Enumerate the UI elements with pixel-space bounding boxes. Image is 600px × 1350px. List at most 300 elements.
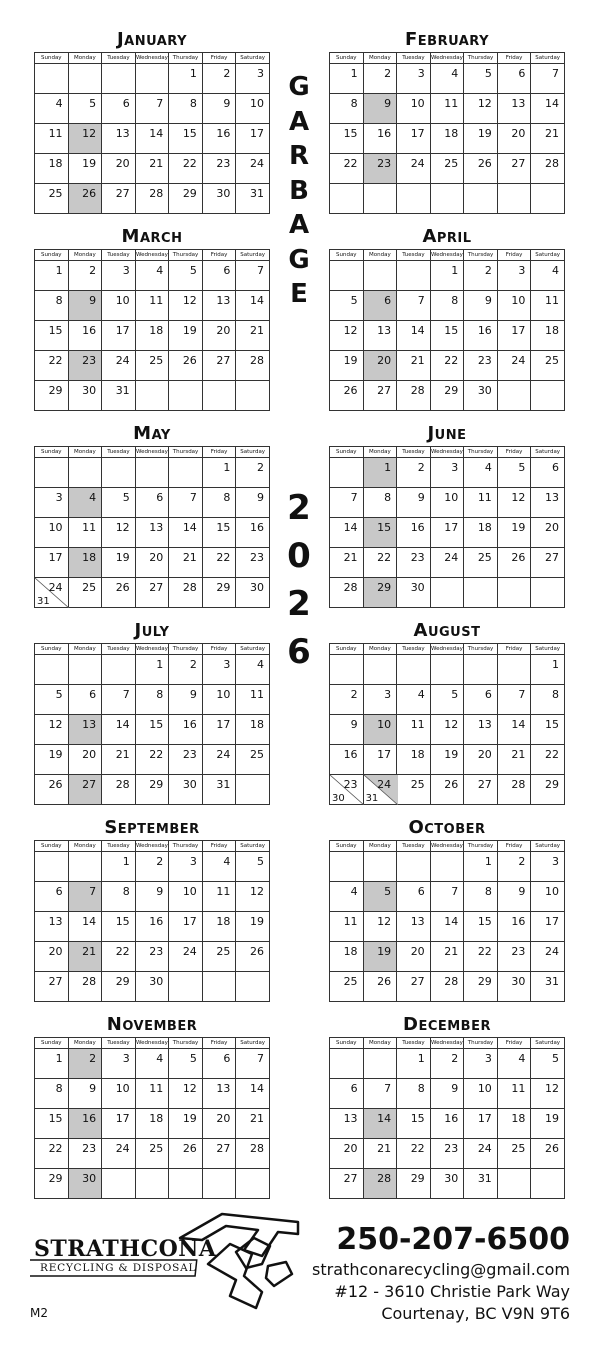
day-cell <box>236 124 270 154</box>
day-cell <box>330 291 364 321</box>
day-cell <box>497 775 531 805</box>
day-number: 14 <box>511 718 526 731</box>
day-number: 2 <box>417 461 425 474</box>
day-cell <box>464 685 498 715</box>
day-number: 29 <box>477 975 492 988</box>
day-cell <box>497 261 531 291</box>
day-number: 17 <box>410 127 425 140</box>
day-cell <box>35 1139 69 1169</box>
day-number: 21 <box>410 354 425 367</box>
day-cell <box>169 458 203 488</box>
day-cell <box>464 124 498 154</box>
day-number: 5 <box>257 855 264 868</box>
weekday-header: Wednesday <box>135 644 169 655</box>
day-cell <box>464 261 498 291</box>
day-number: 2 <box>189 658 197 671</box>
day-cell <box>68 94 102 124</box>
day-number: 20 <box>545 521 559 534</box>
day-cell <box>35 184 69 214</box>
day-cell <box>68 488 102 518</box>
day-cell <box>202 942 236 972</box>
day-cell <box>236 261 270 291</box>
week-row <box>330 882 565 912</box>
day-number: 21 <box>182 551 197 564</box>
day-cell <box>430 578 464 608</box>
day-cell <box>464 1169 498 1199</box>
day-cell <box>202 184 236 214</box>
day-cell <box>497 942 531 972</box>
day-cell <box>68 64 102 94</box>
day-cell <box>330 321 364 351</box>
day-cell <box>35 578 69 608</box>
day-cell <box>330 381 364 411</box>
day-cell <box>202 655 236 685</box>
day-cell <box>531 1079 565 1109</box>
day-cell <box>397 655 431 685</box>
day-cell <box>531 715 565 745</box>
day-number: 11 <box>545 294 559 307</box>
day-number: 23 <box>82 1142 97 1155</box>
day-number: 28 <box>377 1172 392 1185</box>
day-number: 27 <box>377 384 392 397</box>
day-number: 8 <box>55 1082 63 1095</box>
day-number: 18 <box>149 1112 164 1125</box>
day-cell <box>531 154 565 184</box>
day-number: 28 <box>250 354 264 367</box>
day-number: 4 <box>89 491 97 504</box>
day-cell <box>430 351 464 381</box>
day-cell <box>397 291 431 321</box>
day-cell <box>236 94 270 124</box>
day-cell <box>135 852 169 882</box>
day-cell <box>35 655 69 685</box>
day-cell <box>330 64 364 94</box>
day-cell <box>531 775 565 805</box>
day-cell <box>531 351 565 381</box>
day-number: 15 <box>149 718 164 731</box>
weekday-header: Tuesday <box>102 644 136 655</box>
day-cell <box>430 261 464 291</box>
day-number: 10 <box>216 688 231 701</box>
day-cell <box>497 852 531 882</box>
day-cell <box>135 458 169 488</box>
day-number: 3 <box>55 491 63 504</box>
day-number: 5 <box>189 264 197 277</box>
day-cell <box>102 548 136 578</box>
weekday-header: Sunday <box>35 1038 69 1049</box>
day-cell <box>464 715 498 745</box>
day-number: 16 <box>477 324 492 337</box>
week-row <box>35 321 270 351</box>
day-cell <box>68 1079 102 1109</box>
day-cell <box>397 1079 431 1109</box>
day-number: 11 <box>444 97 459 110</box>
day-cell <box>68 1169 102 1199</box>
weekday-header: Monday <box>363 1038 397 1049</box>
day-number: 28 <box>182 581 197 594</box>
day-number: 24 <box>545 945 559 958</box>
day-cell <box>497 381 531 411</box>
day-number: 18 <box>343 945 358 958</box>
day-number: 10 <box>477 1082 492 1095</box>
day-number: 8 <box>156 688 164 701</box>
day-cell <box>135 1169 169 1199</box>
day-cell <box>68 351 102 381</box>
day-number: 18 <box>149 324 164 337</box>
day-cell <box>330 715 364 745</box>
month-table <box>34 446 270 608</box>
day-cell <box>330 458 364 488</box>
day-number: 5 <box>518 461 526 474</box>
day-cell <box>464 942 498 972</box>
day-number: 24 <box>250 157 264 170</box>
day-cell <box>236 655 270 685</box>
day-cell <box>68 261 102 291</box>
day-number: 9 <box>417 491 425 504</box>
day-cell <box>202 1079 236 1109</box>
day-cell <box>464 184 498 214</box>
day-cell <box>397 154 431 184</box>
day-cell <box>464 1139 498 1169</box>
day-cell <box>68 578 102 608</box>
day-cell <box>102 1169 136 1199</box>
day-number: 4 <box>55 97 63 110</box>
day-cell <box>202 578 236 608</box>
day-cell <box>397 184 431 214</box>
month-title: July <box>134 620 170 641</box>
day-cell <box>430 1079 464 1109</box>
day-number: 24 <box>377 778 392 791</box>
weekday-header: Monday <box>68 1038 102 1049</box>
weekday-header: Wednesday <box>135 53 169 64</box>
day-cell <box>330 852 364 882</box>
weekday-header: Monday <box>68 841 102 852</box>
day-cell <box>135 184 169 214</box>
day-number: 22 <box>149 748 164 761</box>
day-number: 13 <box>82 718 97 731</box>
day-number: 27 <box>115 187 130 200</box>
weekday-header: Saturday <box>236 250 270 261</box>
day-cell <box>330 972 364 1002</box>
day-cell <box>363 1079 397 1109</box>
weekday-header: Friday <box>202 644 236 655</box>
day-number: 7 <box>384 1082 392 1095</box>
day-cell <box>68 518 102 548</box>
week-row <box>35 1049 270 1079</box>
month-table <box>34 52 270 214</box>
day-cell <box>102 852 136 882</box>
day-cell <box>236 321 270 351</box>
day-cell <box>363 94 397 124</box>
weekday-header: Saturday <box>531 53 565 64</box>
day-cell <box>102 351 136 381</box>
day-number: 21 <box>545 127 559 140</box>
day-cell <box>135 745 169 775</box>
day-cell <box>236 1169 270 1199</box>
day-cell <box>497 154 531 184</box>
day-number: 30 <box>216 187 231 200</box>
day-number: 2 <box>384 67 392 80</box>
day-cell <box>430 882 464 912</box>
day-cell <box>497 1109 531 1139</box>
day-number: 18 <box>216 915 231 928</box>
day-cell <box>135 291 169 321</box>
day-number: 1 <box>122 855 130 868</box>
day-number: 13 <box>48 915 63 928</box>
day-number: 9 <box>89 1082 97 1095</box>
day-cell <box>169 655 203 685</box>
day-cell <box>363 685 397 715</box>
day-number: 9 <box>156 885 164 898</box>
day-number: 20 <box>216 324 231 337</box>
day-number: 22 <box>48 1142 63 1155</box>
day-number: 7 <box>189 491 197 504</box>
day-number: 22 <box>182 157 197 170</box>
day-cell <box>236 715 270 745</box>
day-cell <box>397 458 431 488</box>
day-number: 24 <box>511 354 526 367</box>
day-number: 5 <box>384 885 392 898</box>
day-number: 30 <box>410 581 425 594</box>
day-number: 31 <box>115 384 130 397</box>
year-digit: 2 <box>287 584 311 624</box>
day-cell <box>531 972 565 1002</box>
day-number: 14 <box>182 521 197 534</box>
day-cell <box>135 912 169 942</box>
weekday-header: Monday <box>363 644 397 655</box>
day-number: 17 <box>216 718 231 731</box>
day-number: 14 <box>545 97 559 110</box>
day-cell <box>497 685 531 715</box>
day-cell <box>330 94 364 124</box>
month-title: August <box>413 620 481 641</box>
day-number: 15 <box>477 915 492 928</box>
day-cell <box>236 291 270 321</box>
week-row <box>35 942 270 972</box>
day-cell <box>464 1049 498 1079</box>
day-cell <box>35 548 69 578</box>
day-number: 17 <box>444 521 459 534</box>
day-cell <box>35 94 69 124</box>
year-digit: 6 <box>287 632 311 672</box>
day-cell <box>397 942 431 972</box>
day-cell <box>363 548 397 578</box>
day-number: 30 <box>82 1172 97 1185</box>
day-cell <box>430 518 464 548</box>
day-cell <box>135 685 169 715</box>
day-number: 10 <box>444 491 459 504</box>
day-number: 4 <box>257 658 264 671</box>
day-cell <box>169 321 203 351</box>
day-number: 11 <box>511 1082 526 1095</box>
day-number: 13 <box>377 324 392 337</box>
day-cell <box>68 715 102 745</box>
weekday-header: Wednesday <box>430 250 464 261</box>
day-cell <box>135 94 169 124</box>
day-number: 4 <box>223 855 231 868</box>
day-number: 5 <box>55 688 63 701</box>
day-number: 16 <box>377 127 392 140</box>
day-cell <box>330 351 364 381</box>
weekday-header: Thursday <box>464 447 498 458</box>
day-cell <box>497 64 531 94</box>
day-number: 21 <box>511 748 526 761</box>
day-number: 25 <box>410 778 425 791</box>
day-number: 26 <box>250 945 264 958</box>
day-cell <box>236 912 270 942</box>
day-cell <box>35 942 69 972</box>
day-number: 24 <box>477 1142 492 1155</box>
day-number: 17 <box>115 324 130 337</box>
day-cell <box>68 942 102 972</box>
day-cell <box>330 578 364 608</box>
day-number: 23 <box>377 157 392 170</box>
weekday-header: Monday <box>363 53 397 64</box>
title-letter: A <box>288 106 310 137</box>
day-number: 25 <box>82 581 97 594</box>
day-number: 20 <box>410 945 425 958</box>
day-number: 16 <box>82 1112 97 1125</box>
day-cell <box>397 745 431 775</box>
week-row <box>35 261 270 291</box>
day-number: 29 <box>545 778 559 791</box>
day-cell <box>102 1049 136 1079</box>
weekday-header: Tuesday <box>102 250 136 261</box>
day-cell <box>531 548 565 578</box>
day-number: 29 <box>216 581 231 594</box>
day-number: 8 <box>122 885 130 898</box>
month-table <box>329 52 565 214</box>
day-number: 5 <box>350 294 358 307</box>
day-number: 5 <box>89 97 97 110</box>
day-cell <box>102 685 136 715</box>
day-number: 8 <box>484 885 492 898</box>
day-cell <box>236 64 270 94</box>
day-number: 20 <box>82 748 97 761</box>
day-number: 23 <box>410 551 425 564</box>
month-table <box>329 1037 565 1199</box>
day-number: 15 <box>48 324 63 337</box>
day-cell <box>531 1049 565 1079</box>
weekday-header: Monday <box>68 644 102 655</box>
weekday-header: Tuesday <box>102 1038 136 1049</box>
weekday-header: Wednesday <box>430 841 464 852</box>
day-cell <box>202 882 236 912</box>
day-cell <box>35 381 69 411</box>
day-cell <box>397 578 431 608</box>
day-cell <box>464 64 498 94</box>
day-number: 17 <box>477 1112 492 1125</box>
day-cell <box>464 154 498 184</box>
day-cell <box>363 745 397 775</box>
day-cell <box>363 291 397 321</box>
day-number: 19 <box>511 521 526 534</box>
day-number: 18 <box>250 718 264 731</box>
day-number: 25 <box>149 354 164 367</box>
day-number: 14 <box>115 718 130 731</box>
title-letter: R <box>288 141 310 171</box>
year-vertical-title <box>284 484 314 676</box>
weekday-header: Thursday <box>169 841 203 852</box>
day-number: 30 <box>149 975 164 988</box>
day-number: 12 <box>115 521 130 534</box>
weekday-header: Sunday <box>330 1038 364 1049</box>
day-cell <box>363 124 397 154</box>
day-cell <box>169 685 203 715</box>
day-cell <box>330 154 364 184</box>
day-cell <box>531 94 565 124</box>
day-cell <box>363 1139 397 1169</box>
day-cell <box>363 715 397 745</box>
week-row <box>35 972 270 1002</box>
day-cell <box>236 578 270 608</box>
day-number: 25 <box>444 157 459 170</box>
day-cell <box>102 1139 136 1169</box>
day-number: 17 <box>545 915 559 928</box>
day-cell <box>35 261 69 291</box>
day-cell <box>330 685 364 715</box>
week-row <box>35 775 270 805</box>
month-table <box>329 249 565 411</box>
day-cell <box>169 882 203 912</box>
day-number: 17 <box>182 915 197 928</box>
day-number: 16 <box>149 915 164 928</box>
day-cell <box>363 458 397 488</box>
week-row <box>330 745 565 775</box>
day-number: 4 <box>156 1052 164 1065</box>
day-cell <box>169 1139 203 1169</box>
weekday-header: Sunday <box>330 644 364 655</box>
day-cell <box>35 64 69 94</box>
day-cell <box>464 775 498 805</box>
day-cell <box>35 1049 69 1079</box>
day-cell <box>363 154 397 184</box>
day-cell <box>102 124 136 154</box>
day-cell <box>102 578 136 608</box>
weekday-header: Friday <box>497 53 531 64</box>
day-number: 19 <box>545 1112 559 1125</box>
day-number: 2 <box>484 264 492 277</box>
day-number: 20 <box>343 1142 358 1155</box>
day-number: 15 <box>216 521 231 534</box>
week-row <box>330 852 565 882</box>
day-number: 3 <box>518 264 526 277</box>
day-number: 10 <box>250 97 264 110</box>
day-cell <box>236 488 270 518</box>
day-cell <box>135 1049 169 1079</box>
month-calendar <box>329 225 565 411</box>
week-row <box>35 685 270 715</box>
day-number: 5 <box>552 1052 559 1065</box>
day-number: 27 <box>149 581 164 594</box>
weekday-header: Tuesday <box>397 841 431 852</box>
day-cell <box>363 1109 397 1139</box>
weekday-header: Thursday <box>464 53 498 64</box>
day-number: 27 <box>343 1172 358 1185</box>
day-number: 13 <box>477 718 492 731</box>
title-letter: E <box>290 279 308 309</box>
day-cell <box>397 351 431 381</box>
day-number: 19 <box>115 551 130 564</box>
week-row <box>35 458 270 488</box>
day-number: 21 <box>377 1142 392 1155</box>
weekday-header: Tuesday <box>102 447 136 458</box>
day-number: 23 <box>444 1142 459 1155</box>
day-cell <box>497 655 531 685</box>
day-cell <box>202 912 236 942</box>
day-cell <box>464 488 498 518</box>
day-number: 6 <box>55 885 63 898</box>
